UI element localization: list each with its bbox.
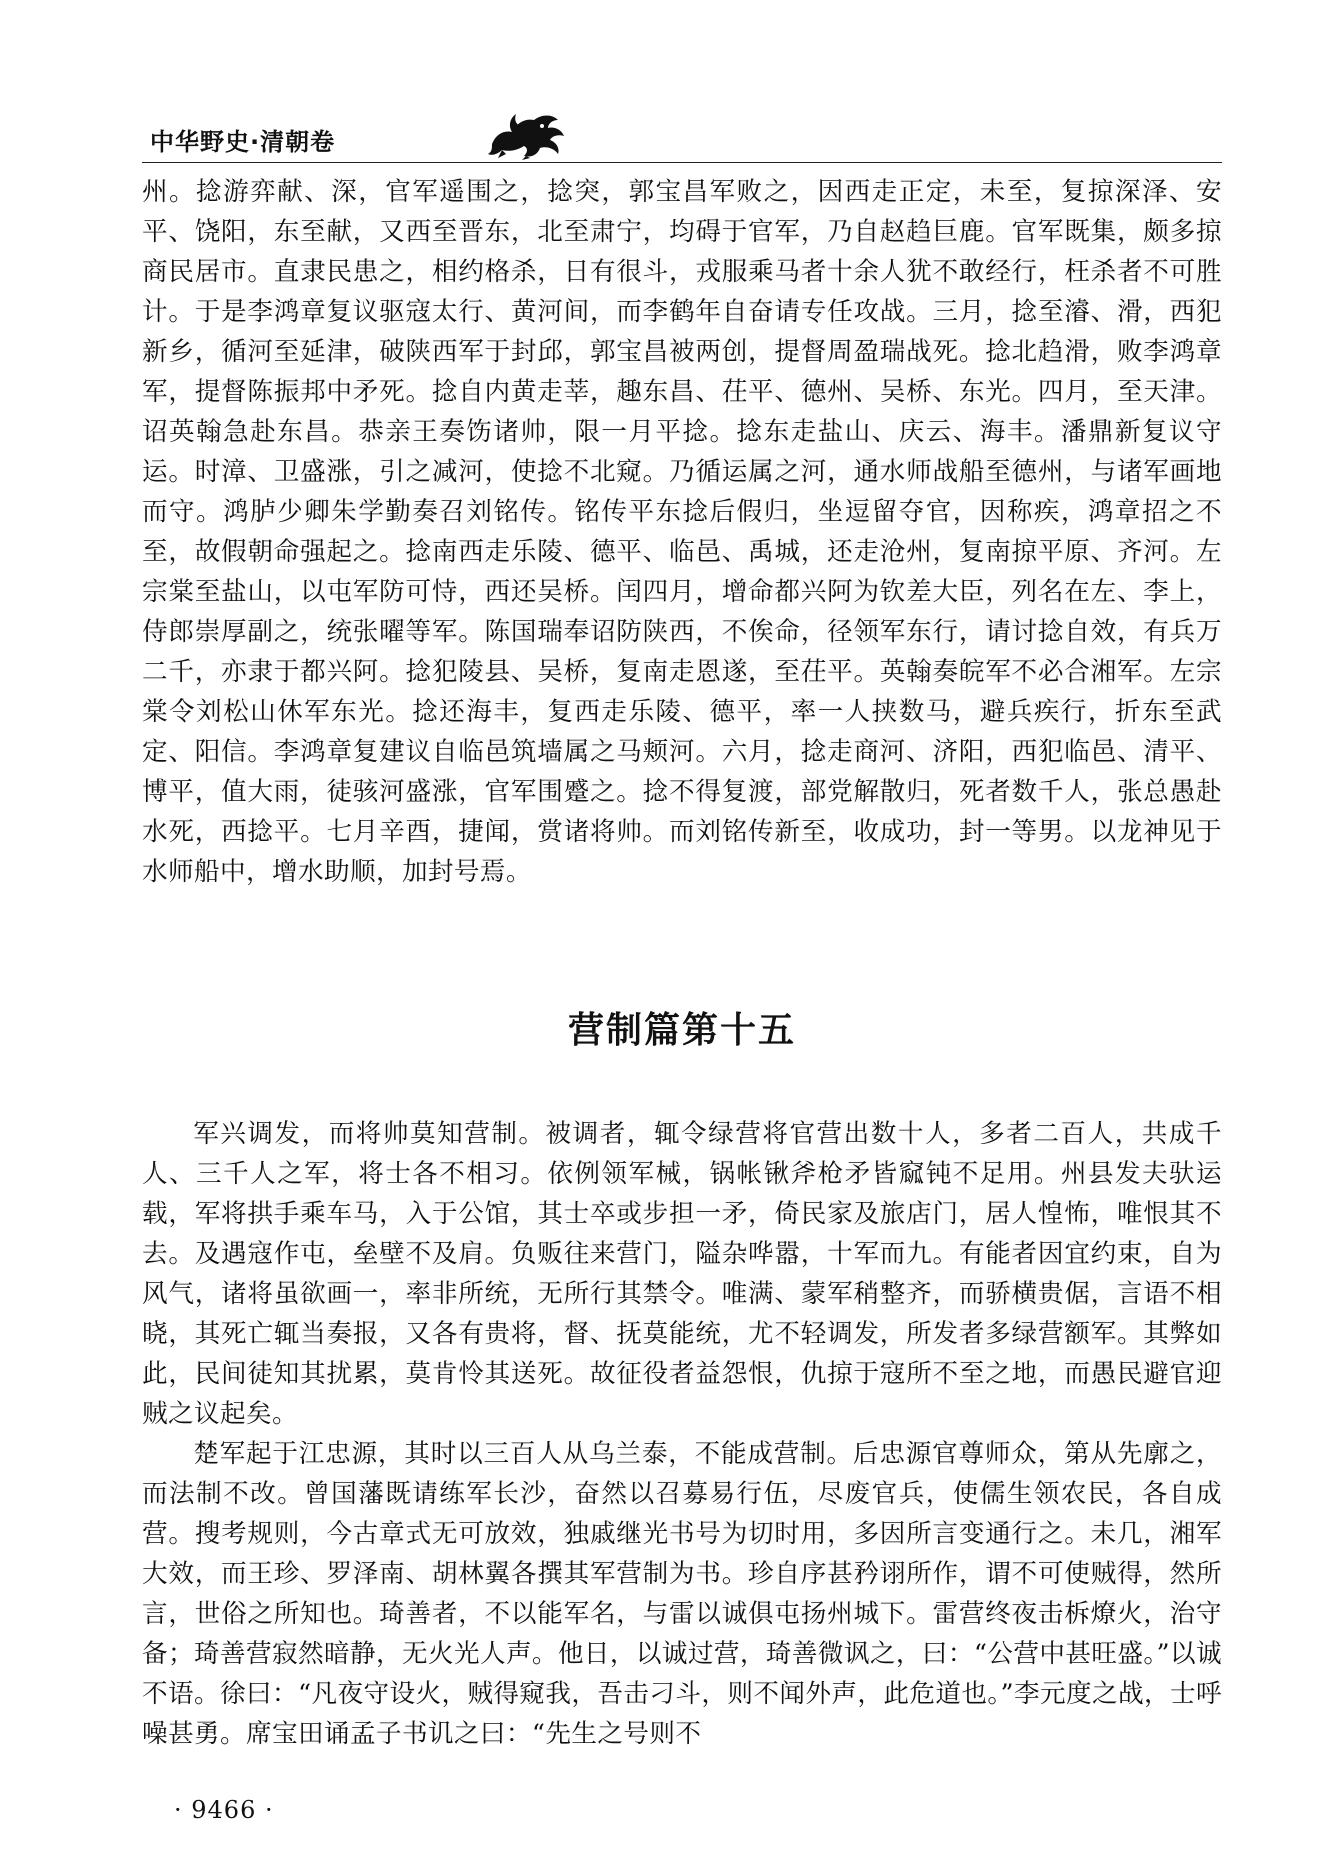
section-title: 营制篇第十五 [567,1010,796,1051]
page-number: · 9466 · [174,1796,274,1824]
header-rule [142,162,1222,163]
dragon-emblem-icon [482,104,572,160]
paragraph: 州。捻游弈献、深，官军遥围之，捻突，郭宝昌军败之，因西走正定，未至，复掠深泽、安平、饶阳，东至献，又西至晋东，北至肃宁，均碍于官军，乃自赵趋巨鹿。官军既集，颇多掠商民居市。直隶民患之，相约格杀，日有很斗，戎服乘马者十余人犹不敢经行，枉杀者不可胜计。于是李鸿章复议驱寇太行、黄河间，而李鹤年自奋请专任攻战。三月，捻至濬、滑，西犯新乡，循河至延津，破陕西军于封邱，郭宝昌被两创，提督周盈瑞战死。捻北趋滑，败李鸿章军，提督陈振邦中矛死。捻自内黄走莘，趣东昌、茌平、德州、吴桥、东光。四月，至天津。诏英翰急赴东昌。恭亲王奏饬诸帅，限一月平捻。捻东走盐山、庆云、海丰。潘鼎新复议守运。时漳、卫盛涨，引之减河，使捻不北窥。乃循运属之河，通水师战船至德州，与诸军画地而守。鸿胪少卿朱学勤奏召刘铭传。铭传平东捻后假归，坐逗留夺官，因称疾，鸿章招之不至，故假朝命强起之。捻南西走乐陵、德平、临邑、禹城，还走沧州，复南掠平原、齐河。左宗棠至盐山，以屯军防可恃，西还吴桥。闰四月，增命都兴阿为钦差大臣，列名在左、李上，侍郎崇厚副之，统张曜等军。陈国瑞奉诏防陕西，不俟命，径领军东行，请讨捻自效，有兵万二千，亦隶于都兴阿。捻犯陵县、吴桥，复南走恩遂，至茌平。英翰奏皖军不必合湘军。左宗棠令刘松山休军东光。捻还海丰，复西走乐陵、德平，率一人挟数马，避兵疾行，折东至武定、阳信。李鸿章复建议自临邑筑墙属之马颊河。六月，捻走商河、济阳，西犯临邑、清平、博平，值大雨，徒骇河盛涨，官军围蹙之。捻不得复渡，部党解散归，死者数千人，张总愚赴水死，西捻平。七月辛酉，捷闻，赏诸将帅。而刘铭传新至，收成功，封一等男。以龙神见于水师船中，增水助顺，加封号焉。 [142,177,1222,887]
paragraph: 军兴调发，而将帅莫知营制。被调者，辄令绿营将官营出数十人，多者二百人，共成千人、三千人之军，将士各不相习。依例领军械，锅帐锹斧枪矛皆窳钝不足用。州县发夫驮运载，军将拱手乘车马，入于公馆，其士卒或步担一矛，倚民家及旅店门，居人惶怖，唯恨其不去。及遇寇作屯，垒壁不及肩。负贩往来营门，隘杂哗嚣，十军而九。有能者因宜约束，自为风气，诸将虽欲画一，率非所统，无所行其禁令。唯满、蒙军稍整齐，而骄横贵倨，言语不相晓，其死亡辄当奏报，又各有贵将，督、抚莫能统，尤不轻调发，所发者多绿营额军。其弊如此，民间徒知其扰累，莫肯怜其送死。故征役者益怨恨，仇掠于寇所不至之地，而愚民避官迎贼之议起矣。 [142,1119,1222,1429]
paragraph: 楚军起于江忠源，其时以三百人从乌兰泰，不能成营制。后忠源官尊师众，第从先廓之，而法制不改。曾国藩既请练军长沙，奋然以召募易行伍，尽废官兵，使儒生领农民，各自成营。搜考规则，今古章式无可放效，独戚继光书号为切时用，多因所言变通行之。未几，湘军大效，而王珍、罗泽南、胡林翼各撰其军营制为书。珍自序甚矜诩所作，谓不可使贼得，然所言，世俗之所知也。琦善者，不以能军名，与雷以诚俱屯扬州城下。雷营终夜击柝燎火，治守备；琦善营寂然暗静，无火光人声。他日，以诚过营，琦善微讽之，曰：“公营中甚旺盛。”以诚不语。徐曰：“凡夜守设火，贼得窥我，吾击刁斗，则不闻外声，此危道也。”李元度之战，士呼噪甚勇。席宝田诵孟子书讥之曰：“先生之号则不 [142,1439,1222,1749]
section-body [142,1114,1222,1754]
body-text-continued [142,172,1222,892]
running-header [142,104,1222,164]
book-title: 中华野史·清朝卷 [150,128,336,156]
